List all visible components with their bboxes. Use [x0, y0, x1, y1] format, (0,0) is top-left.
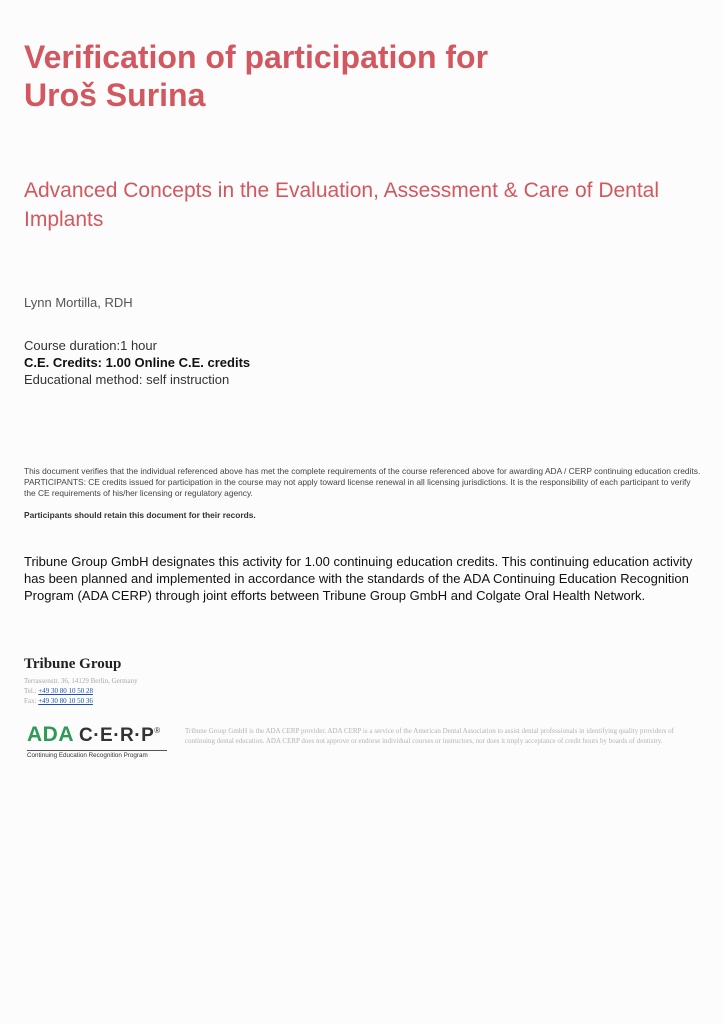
ada-cerp-logo — [27, 724, 167, 759]
legal-notice — [24, 466, 704, 521]
course-duration: Course duration:1 hour — [24, 338, 157, 353]
logo-ada-text: ADA — [27, 723, 74, 746]
page-title — [24, 38, 664, 114]
fax-link[interactable]: +49 30 80 10 50 36 — [38, 697, 93, 705]
logo-cerp-text: C·E·R·P — [79, 725, 155, 746]
title-line-1: Verification of participation for — [24, 39, 489, 75]
logo-subtitle: Continuing Education Recognition Program — [27, 750, 167, 759]
verification-statement: This document verifies that the individual referenced above has met the complete requirements of the course referenced above for awarding ADA / CERP continuing education credits. — [24, 466, 701, 476]
course-title: Advanced Concepts in the Evaluation, Assessment & Care of Dental Implants — [24, 179, 660, 231]
course-credits: C.E. Credits: 1.00 Online C.E. credits — [24, 355, 251, 370]
logo-wordmark — [27, 724, 167, 746]
fax-label: Fax: — [24, 697, 37, 705]
provider-block — [24, 656, 138, 706]
cerp-disclaimer: Tribune Group GmbH is the ADA CERP provider. ADA CERP is a service of the American Dental Association to assist dental professionals in identifying quality providers of continuing dental education. ADA CERP does not approve or endorse individual courses or instructors, nor does it imply acceptance of credit hours by boards of dentistry. — [185, 727, 674, 745]
participant-name: Uroš Surina — [24, 77, 206, 113]
provider-name: Tribune Group — [24, 656, 122, 672]
educational-method: Educational method: self instruction — [24, 372, 230, 387]
provider-address: Terrassenstr. 36, 14129 Berlin, Germany — [24, 677, 138, 685]
retain-notice: Participants should retain this document for their records. — [24, 510, 256, 520]
designation-statement: Tribune Group GmbH designates this activity for 1.00 continuing education credits. This continuing education activity has been planned and implemented in accordance with the standards of the ADA Continuing Education Recognition Program (ADA CERP) through joint efforts between Tribune Group GmbH and Colgate Oral Health Network. — [24, 554, 693, 603]
participants-notice: PARTICIPANTS: CE credits issued for participation in the course may not apply toward license renewal in all licensing jurisdictions. It is the responsibility of each participant to verify the CE requirements of his/her licensing or regulatory agency. — [24, 477, 691, 498]
course-info — [24, 337, 250, 388]
provider-tel — [24, 686, 138, 696]
course-author: Lynn Mortilla, RDH — [24, 295, 133, 310]
registered-mark: ® — [154, 726, 161, 735]
tel-link[interactable]: +49 30 80 10 50 28 — [38, 687, 93, 695]
tel-label: Tel.: — [24, 687, 37, 695]
provider-fax — [24, 696, 138, 706]
